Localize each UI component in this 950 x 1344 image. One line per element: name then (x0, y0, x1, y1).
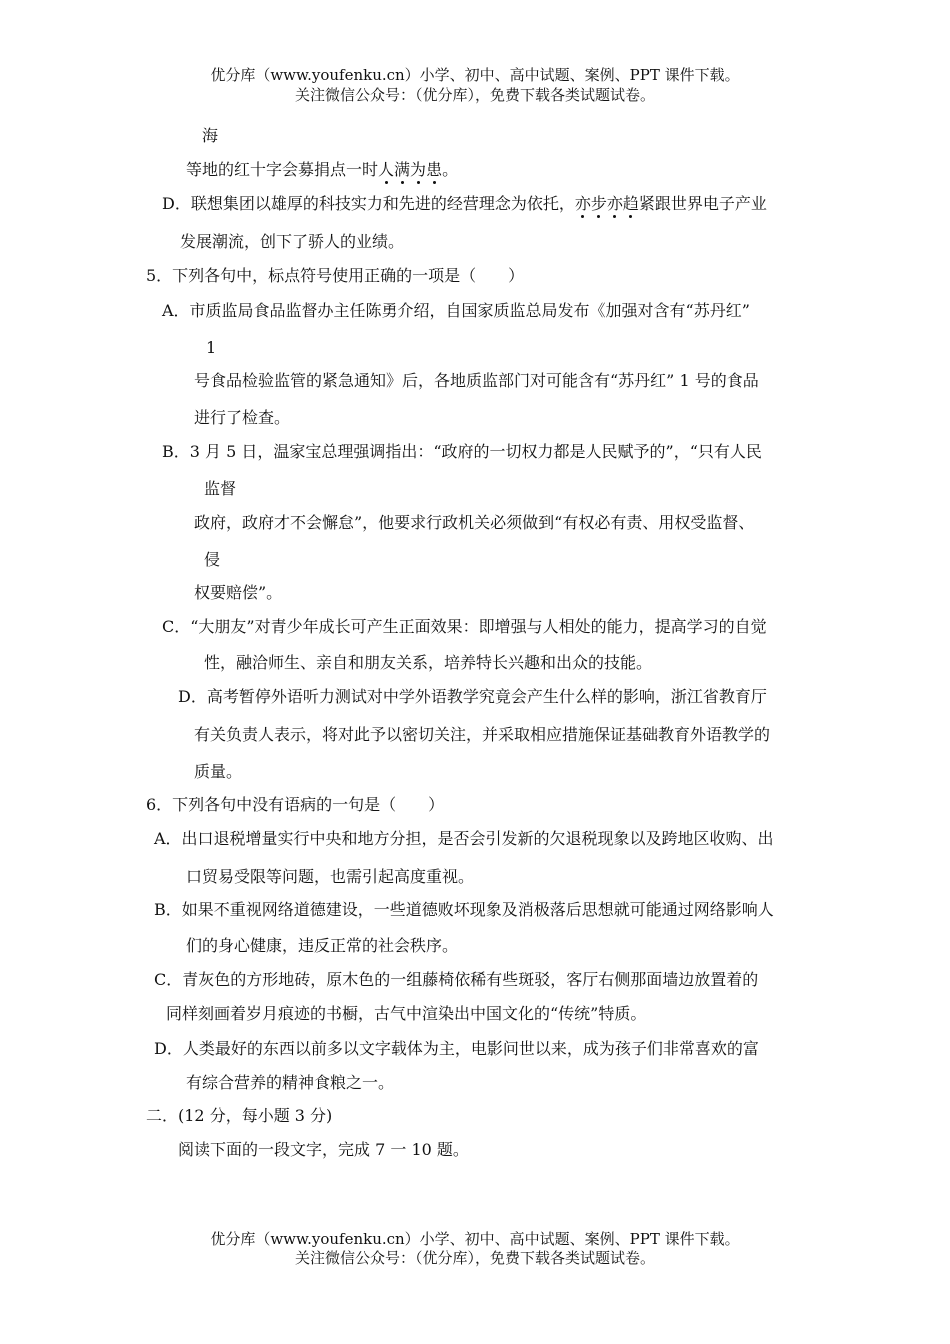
q4-char-hai: 海 (202, 126, 219, 145)
q4-fragment-end: 。 (442, 160, 459, 179)
q4-fragment-text: 等地的红十字会募捐点一时 (186, 160, 379, 179)
q6-option-b-line1: B．如果不重视网络道德建设，一些道德败坏现象及消极落后思想就可能通过网络影响人 (154, 900, 774, 919)
q5-option-b-line1: B．3 月 5 日，温家宝总理强调指出：“政府的一切权力都是人民赋予的”，“只有人民 (162, 442, 762, 461)
q5-option-c-line2: 性，融洽师生、亲自和朋友关系，培养特长兴趣和出众的技能。 (204, 653, 653, 672)
q6-option-c-line2: 同样刻画着岁月痕迹的书橱，古气中渲染出中国文化的“传统”特质。 (166, 1004, 647, 1023)
q4-d-suffix: 紧跟世界电子产业 (638, 194, 767, 213)
q4-option-d (162, 194, 767, 214)
q5-option-b-line5: 权要赔偿”。 (194, 583, 283, 602)
q4-option-c-fragment (186, 160, 458, 180)
emphasis-char: 人 (378, 160, 395, 179)
q5-option-a-line2: 1 (206, 338, 217, 357)
emphasis-char: 趋 (622, 194, 639, 213)
q4-option-d-line2: 发展潮流，创下了骄人的业绩。 (180, 232, 405, 251)
q5-option-b-line2: 监督 (204, 479, 237, 498)
emphasis-char: 步 (590, 194, 607, 213)
q5-option-d-line3: 质量。 (194, 762, 243, 781)
q6-stem: 6．下列各句中没有语病的一句是（ ） (146, 795, 445, 814)
q5-option-d-line1: D．高考暂停外语听力测试对中学外语教学究竟会产生什么样的影响，浙江省教育厅 (178, 687, 767, 706)
q6-option-d-line1: D．人类最好的东西以前多以文字载体为主，电影问世以来，成为孩子们非常喜欢的富 (154, 1039, 759, 1058)
emphasis-char: 亦 (574, 194, 591, 213)
section-2-instruction: 阅读下面的一段文字，完成 7 一 10 题。 (178, 1140, 469, 1159)
q6-option-d-line2: 有综合营养的精神食粮之一。 (186, 1073, 395, 1092)
footer-line-1: 优分库（www.youfenku.cn）小学、初中、高中试题、案例、PPT 课件下载。 (210, 1230, 740, 1248)
q6-option-c-line1: C．青灰色的方形地砖，原木色的一组藤椅依稀有些斑驳，客厅右侧那面墙边放置着的 (154, 970, 759, 989)
q5-option-d-line2: 有关负责人表示，将对此予以密切关注，并采取相应措施保证基础教育外语教学的 (194, 725, 771, 744)
footer-line-2: 关注微信公众号：（优分库），免费下载各类试题试卷。 (294, 1249, 655, 1267)
section-2-title: 二．(12 分，每小题 3 分) (146, 1106, 333, 1125)
q4-d-prefix: D．联想集团以雄厚的科技实力和先进的经营理念为依托， (162, 194, 575, 213)
q6-option-b-line2: 们的身心健康，违反正常的社会秩序。 (186, 936, 459, 955)
q6-option-a-line2: 口贸易受限等问题，也需引起高度重视。 (186, 867, 475, 886)
q5-option-c-line1: C．“大朋友”对青少年成长可产生正面效果：即增强与人相处的能力，提高学习的自觉 (162, 617, 767, 636)
q5-option-b-line3: 政府，政府才不会懈怠”，他要求行政机关必须做到“有权必有责、用权受监督、 (194, 513, 755, 532)
q5-stem: 5．下列各句中，标点符号使用正确的一项是（ ） (146, 266, 525, 285)
emphasis-char: 患 (426, 160, 443, 179)
q5-option-a-line3: 号食品检验监管的紧急通知》后，各地质监部门对可能含有“苏丹红” 1 号的食品 (194, 371, 759, 390)
emphasis-char: 亦 (606, 194, 623, 213)
q5-option-a-line1: A．市质监局食品监督办主任陈勇介绍，自国家质监总局发布《加强对含有“苏丹红” (162, 301, 750, 320)
q5-option-b-line4: 侵 (204, 550, 221, 569)
emphasis-char: 满 (394, 160, 411, 179)
q5-option-a-line4: 进行了检查。 (194, 408, 291, 427)
header-line-2: 关注微信公众号：（优分库），免费下载各类试题试卷。 (294, 86, 655, 104)
emphasis-char: 为 (410, 160, 427, 179)
header-line-1: 优分库（www.youfenku.cn）小学、初中、高中试题、案例、PPT 课件下载。 (210, 66, 740, 84)
q6-option-a-line1: A．出口退税增量实行中央和地方分担，是否会引发新的欠退税现象以及跨地区收购、出 (154, 829, 774, 848)
